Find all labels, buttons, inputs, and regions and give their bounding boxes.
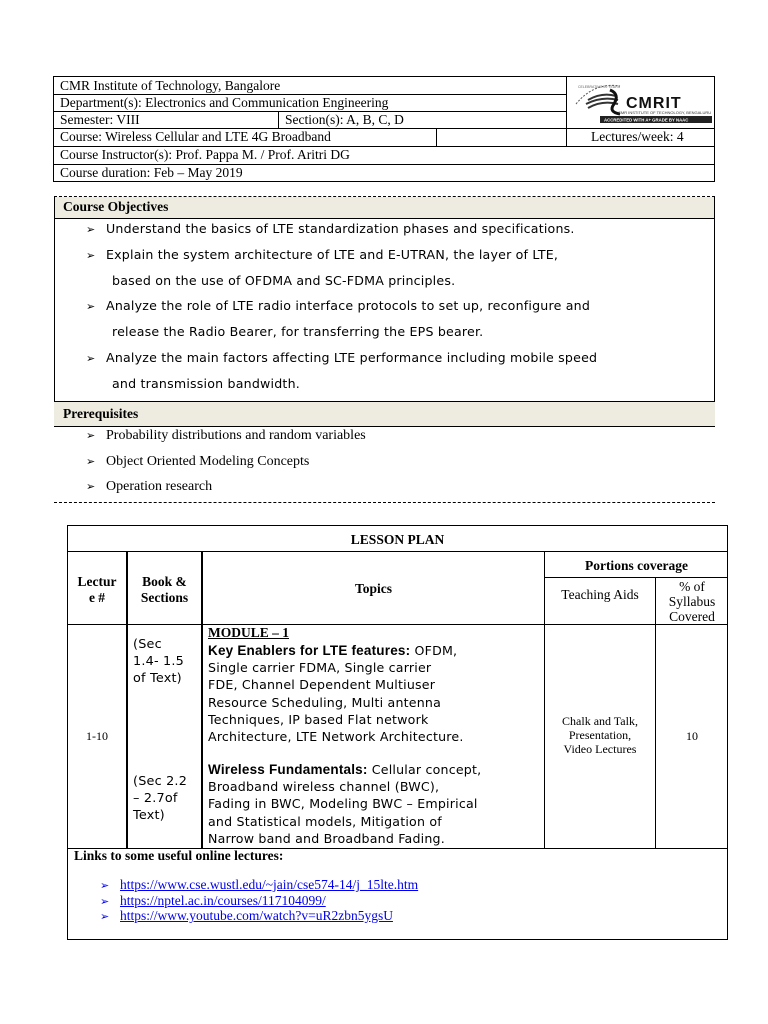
- links-title: Links to some useful online lectures:: [74, 848, 284, 863]
- col-header-teaching-aids: Teaching Aids: [561, 587, 639, 602]
- arrow-bullet-icon: ➢: [86, 249, 96, 262]
- prerequisite-item: ➢ Operation research: [86, 479, 213, 494]
- module-title: MODULE – 1: [208, 625, 289, 640]
- sections: Section(s): A, B, C, D: [285, 112, 404, 127]
- col-header-syllabus: % of Syllabus Covered: [668, 579, 716, 624]
- book-sections-1: (Sec 1.4- 1.5 of Text): [133, 637, 184, 686]
- lesson-plan-title: LESSON PLAN: [350, 532, 445, 547]
- course-name: Course: Wireless Cellular and LTE 4G Broadband: [60, 129, 331, 144]
- lecture-link-youtube[interactable]: https://www.youtube.com/watch?v=uR2zbn5ygsU: [120, 908, 393, 923]
- logo-arc-text: CELEBRATING 20 YEARS: [578, 85, 621, 89]
- objective-item-continued: release the Radio Bearer, for transferring the EPS bearer.: [112, 324, 484, 339]
- prerequisite-item: ➢ Probability distributions and random variables: [86, 428, 366, 443]
- cmrit-logo: [570, 78, 714, 126]
- department: Department(s): Electronics and Communication Engineering: [60, 95, 389, 110]
- prerequisites-title: Prerequisites: [63, 406, 139, 421]
- wireless-fundamentals-label: Wireless Fundamentals:: [208, 762, 368, 777]
- link-item: [100, 893, 326, 909]
- arrow-bullet-icon: ➢: [86, 430, 96, 442]
- arrow-bullet-icon: ➢: [86, 352, 96, 365]
- link-item: [100, 908, 393, 924]
- arrow-bullet-icon: ➢: [86, 481, 96, 493]
- link-item: [100, 877, 418, 893]
- arrow-bullet-icon: ➢: [86, 300, 96, 313]
- col-header-book: Book & Sections: [140, 574, 189, 605]
- institute-name: CMR Institute of Technology, Bangalore: [60, 78, 281, 93]
- objectives-title: Course Objectives: [63, 199, 169, 214]
- arrow-bullet-icon: ➢: [86, 223, 96, 236]
- lecture-link-nptel[interactable]: https://nptel.ac.in/courses/117104099/: [120, 893, 326, 908]
- objective-item: ➢ Analyze the role of LTE radio interface protocols to set up, reconfigure and: [86, 298, 591, 313]
- syllabus-percent-value: 10: [686, 729, 698, 743]
- prerequisite-item: ➢ Object Oriented Modeling Concepts: [86, 454, 310, 469]
- arrow-bullet-icon: ➢: [86, 456, 96, 468]
- course-instructors: Course Instructor(s): Prof. Pappa M. / Prof. Aritri DG: [60, 147, 350, 162]
- objective-item: ➢ Understand the basics of LTE standardization phases and specifications.: [86, 221, 575, 236]
- lectures-per-week: Lectures/week: 4: [591, 129, 684, 144]
- logo-subtext: CMR INSTITUTE OF TECHNOLOGY, BENGALURU: [618, 110, 712, 115]
- arrow-bullet-icon: ➢: [100, 880, 110, 892]
- arrow-bullet-icon: ➢: [100, 896, 110, 908]
- key-enablers-topics: Key Enablers for LTE features: OFDM, Single carrier FDMA, Single carrier FDE, Channel Dependent Multiuser Resource Scheduling, Multi antenna Techniques, IP based Flat network Architecture, LTE Network Architecture.: [208, 643, 464, 745]
- wireless-fundamentals-topics: Wireless Fundamentals: Cellular concept, Broadband wireless channel (BWC), Fading in BWC, Modeling BWC – Empirical and Statistical models, Mitigation of Narrow band and Broadband Fading.: [208, 762, 482, 846]
- prerequisites-header: [54, 401, 715, 427]
- lecture-range: 1-10: [86, 729, 108, 743]
- col-header-lecture: Lectur e #: [77, 574, 117, 605]
- book-sections-2: (Sec 2.2 – 2.7of Text): [133, 774, 188, 823]
- objective-item-continued: based on the use of OFDMA and SC-FDMA principles.: [112, 273, 456, 288]
- logo-text: CMRIT: [626, 95, 682, 112]
- objective-item: ➢ Analyze the main factors affecting LTE performance including mobile speed: [86, 350, 598, 365]
- logo-ribbon-text: ACCREDITED WITH A+ GRADE BY NAAC: [604, 117, 689, 123]
- key-enablers-label: Key Enablers for LTE features:: [208, 643, 411, 658]
- objective-item-continued: and transmission bandwidth.: [112, 376, 300, 391]
- col-header-portions: Portions coverage: [584, 558, 689, 573]
- semester: Semester: VIII: [60, 112, 140, 127]
- arrow-bullet-icon: ➢: [100, 911, 110, 923]
- course-duration: Course duration: Feb – May 2019: [60, 165, 243, 180]
- lecture-link-wustl[interactable]: https://www.cse.wustl.edu/~jain/cse574-14/j_15lte.htm: [120, 877, 419, 892]
- teaching-aids-value: Chalk and Talk, Presentation, Video Lectures: [562, 714, 638, 756]
- col-header-topics: Topics: [354, 581, 393, 596]
- objective-item: ➢ Explain the system architecture of LTE and E-UTRAN, the layer of LTE,: [86, 247, 559, 262]
